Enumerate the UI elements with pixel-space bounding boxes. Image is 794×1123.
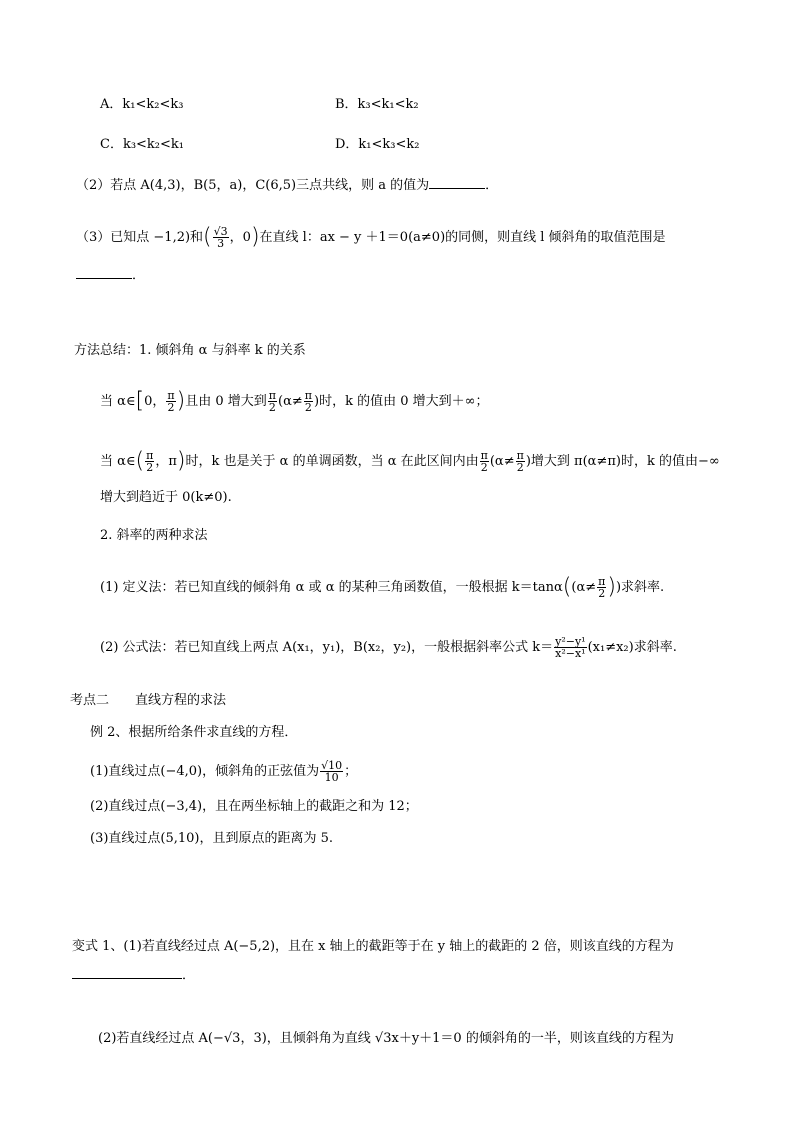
choice-d: D．k₁<k₃<k₂ [335, 137, 420, 152]
choice-a: A．k₁<k₂<k₃ [100, 97, 184, 112]
question-3: （3）已知点 −1,2)和( $\frac{√3}{3}$ ，0)在直线 l：ax − y ＋1＝0(a≠0)的同侧，则直线 l 倾斜角的取值范围是 [76, 224, 666, 250]
example-2-item-3: (3)直线过点(5,10)，且到原点的距离为 5. [90, 831, 334, 846]
answer-blank [76, 266, 132, 279]
question-3-tail: ． [76, 266, 145, 285]
summary-line-2: 当 α∈( $\frac{\pi}{2}$ ，π)时，k 也是关于 α 的单调函数，当 α 在此区间内由 $\frac{\pi}{2}$ (α≠ $\frac{\pi}{2}$ )增大到 π(α≠π)时，k 的值由−∞ [100, 448, 720, 474]
fraction: $\frac{√3}{3}$ [213, 225, 228, 250]
choice-b: B．k₃<k₁<k₂ [335, 97, 419, 112]
answer-blank [429, 176, 485, 189]
variant-1-part-1: 变式 1、(1)若直线经过点 A(−5,2)，且在 x 轴上的截距等于在 y 轴上的截距的 2 倍，则该直线的方程为 [72, 939, 674, 954]
answer-blank [72, 966, 182, 979]
example-2-item-1: (1)直线过点(−4,0)，倾斜角的正弦值为 $\frac{√10}{10}$ ； [90, 759, 358, 784]
variant-1-part-2: (2)若直线经过点 A(−√3，3)，且倾斜角为直线 √3x＋y＋1＝0 的倾斜角的一半，则该直线的方程为 [98, 1031, 674, 1046]
definition-method: (1) 定义法：若已知直线的倾斜角 α 或 α 的某种三角函数值，一般根据 k＝tanα((α≠ $\frac{\pi}{2}$ ))求斜率. [100, 574, 665, 600]
formula-method: (2) 公式法：若已知直线上两点 A(x₁，y₁)，B(x₂，y₂)，一般根据斜率公式 k＝ $\frac{\text{y²−y¹}}{\text{x²−x¹}}$ (x₁≠x₂)求斜率. [100, 635, 677, 660]
question-2: （2）若点 A(4,3)，B(5，a)，C(6,5)三点共线，则 a 的值为 ． [76, 178, 499, 193]
summary-line-1: 当 α∈[0， $\frac{\pi}{2}$ )且由 0 增大到 $\frac{\pi}{2}$ (α≠ $\frac{\pi}{2}$ )时，k 的值由 0 增大到＋∞； [100, 388, 489, 414]
example-2: 例 2、根据所给条件求直线的方程． [90, 725, 298, 740]
summary-title: 方法总结：1. 倾斜角 α 与斜率 k 的关系 [74, 343, 306, 358]
variant-1-part-1-tail: ． [72, 966, 195, 985]
example-2-item-2: (2)直线过点(−3,4)，且在两坐标轴上的截距之和为 12； [90, 799, 418, 814]
topic-2-title: 考点二 直线方程的求法 [70, 693, 227, 708]
summary-title-2: 2. 斜率的两种求法 [100, 528, 208, 543]
choice-c: C．k₃<k₂<k₁ [100, 137, 184, 152]
summary-line-3: 增大到趋近于 0(k≠0). [100, 490, 232, 505]
